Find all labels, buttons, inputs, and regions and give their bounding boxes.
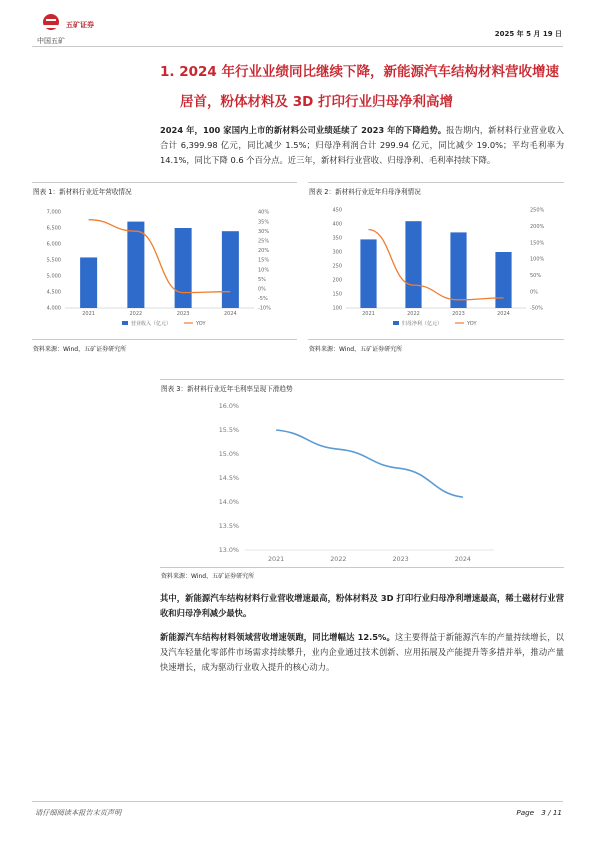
securities-name: 五矿证券 xyxy=(66,21,94,29)
bar xyxy=(495,252,511,308)
right-tick-label: 10% xyxy=(258,267,270,274)
fig2-bottom-rule xyxy=(308,339,564,340)
nev-paragraph xyxy=(160,630,564,675)
intro-paragraph xyxy=(160,123,564,168)
fig3-top-rule xyxy=(160,379,564,380)
legend-line-label: YOY xyxy=(467,321,477,327)
page-number: Page 3 / 11 xyxy=(516,808,562,817)
right-tick-label: 40% xyxy=(258,209,270,216)
left-tick-label: 7,000 xyxy=(46,209,61,216)
fig3-source: 资料来源：Wind，五矿证券研究所 xyxy=(161,573,255,580)
bar xyxy=(450,232,466,308)
x-tick-label: 2021 xyxy=(82,311,95,317)
right-tick-label: 25% xyxy=(258,238,270,245)
right-tick-label: 0% xyxy=(258,286,266,293)
right-tick-label: 5% xyxy=(258,276,266,283)
legend-bar-label: 归母净利（亿元） xyxy=(402,321,443,327)
yoy-line xyxy=(369,230,504,300)
bar xyxy=(127,222,144,308)
x-tick-label: 2023 xyxy=(392,555,409,563)
right-tick-label: 150% xyxy=(530,240,545,247)
bar xyxy=(405,221,421,308)
fig3-title: 图表 3：新材料行业近年毛利率呈现下滑趋势 xyxy=(161,385,293,393)
left-tick-label: 6,500 xyxy=(46,225,61,232)
y-tick-label: 15.0% xyxy=(218,450,239,459)
nev-text: 这主要得益于新能源汽车的产量持续增长，以及汽车轻量化零部件市场需求持续攀升，业内企业通过技术创新、应用拓展及产能提升等多措并举，推动产量快速增长，成为驱动行业收入提升的核心动力。 xyxy=(160,632,564,672)
x-tick-label: 2021 xyxy=(267,555,285,563)
section-title-line2: 居首，粉体材料及 3D 打印行业归母净利高增 xyxy=(180,94,453,110)
right-tick-label: 35% xyxy=(258,219,270,226)
left-tick-label: 300 xyxy=(332,249,342,256)
fig1-title: 图表 1：新材料行业近年营收情况 xyxy=(33,188,132,196)
x-tick-label: 2021 xyxy=(362,311,375,317)
intro-bold: 2024 年，100 家国内上市的新材料公司业绩延续了 2023 年的下降趋势。 xyxy=(160,125,447,135)
right-tick-label: -5% xyxy=(258,296,268,303)
x-tick-label: 2023 xyxy=(452,311,465,317)
left-tick-label: 6,000 xyxy=(46,241,61,248)
fig2-top-rule xyxy=(308,182,564,183)
x-tick-label: 2023 xyxy=(176,311,190,317)
left-tick-label: 450 xyxy=(332,207,342,214)
fig1-bottom-rule xyxy=(32,339,297,340)
right-tick-label: 50% xyxy=(530,273,542,280)
left-tick-label: 200 xyxy=(332,277,342,284)
report-date: 2025 年 5 月 19 日 xyxy=(494,30,562,38)
summary-paragraph: 其中，新能源汽车结构材料行业营收增速最高，粉体材料及 3D 打印行业归母净利增速最高，稀土磁材行业营收和归母净利减少最快。 xyxy=(160,593,564,618)
right-tick-label: 250% xyxy=(530,207,545,214)
left-tick-label: 4,000 xyxy=(46,305,61,312)
fig2-chart xyxy=(308,198,564,336)
legend-bar-label: 营业收入（亿元） xyxy=(131,321,172,327)
intro-text: 报告期内，新材料行业营业收入合计 6,399.98 亿元，同比减少 1.5%；归母净利润合计 299.94 亿元，同比减少 19.0%；平均毛利率为 14.1%，同比下降 0.6 个百分点。近三年，新材料行业营收、归母净利、毛利率持续下降。 xyxy=(160,125,564,165)
y-tick-label: 13.0% xyxy=(218,546,239,555)
x-tick-label: 2024 xyxy=(224,311,237,317)
legend-bar-swatch xyxy=(393,321,399,325)
left-tick-label: 150 xyxy=(332,291,342,298)
x-tick-label: 2024 xyxy=(497,311,510,317)
legend-line-label: YOY xyxy=(196,321,206,327)
bar xyxy=(175,228,192,308)
left-tick-label: 250 xyxy=(332,263,342,270)
legend-bar-swatch xyxy=(122,321,128,325)
x-tick-label: 2022 xyxy=(330,555,347,563)
right-tick-label: 100% xyxy=(530,256,545,263)
footer-divider xyxy=(32,801,563,802)
fig3-chart xyxy=(160,395,564,565)
left-tick-label: 5,500 xyxy=(46,257,61,264)
x-tick-label: 2022 xyxy=(129,311,143,317)
bar xyxy=(80,257,97,308)
fig1-source: 资料来源：Wind，五矿证券研究所 xyxy=(33,346,127,353)
header-divider xyxy=(32,46,563,47)
right-tick-label: 15% xyxy=(258,257,270,264)
y-tick-label: 14.0% xyxy=(218,498,239,507)
x-tick-label: 2022 xyxy=(407,311,420,317)
fig2-title: 图表 2：新材料行业近年归母净利情况 xyxy=(309,188,421,196)
y-tick-label: 14.5% xyxy=(218,474,239,483)
right-tick-label: 20% xyxy=(258,248,270,255)
fig3-bottom-rule xyxy=(160,567,564,568)
bar xyxy=(222,231,239,308)
right-tick-label: 0% xyxy=(530,289,538,296)
left-tick-label: 4,500 xyxy=(46,289,61,296)
left-tick-label: 400 xyxy=(332,221,342,228)
bar xyxy=(360,239,376,308)
nev-bold: 新能源汽车结构材料领域营收增速领跑，同比增幅达 12.5%。 xyxy=(160,632,395,642)
left-tick-label: 100 xyxy=(332,305,342,312)
company-name: 中国五矿 xyxy=(37,37,65,45)
right-tick-label: -50% xyxy=(530,305,543,312)
company-logo-icon xyxy=(40,13,62,35)
yoy-line xyxy=(89,220,231,293)
fig1-top-rule xyxy=(32,182,297,183)
left-tick-label: 5,000 xyxy=(46,273,61,280)
fig1-chart xyxy=(32,198,297,336)
left-tick-label: 350 xyxy=(332,235,342,242)
y-tick-label: 13.5% xyxy=(218,522,239,531)
gross-margin-line xyxy=(276,430,463,497)
y-tick-label: 16.0% xyxy=(218,402,239,411)
fig2-source: 资料来源：Wind，五矿证券研究所 xyxy=(309,346,403,353)
right-tick-label: -10% xyxy=(258,305,271,312)
right-tick-label: 200% xyxy=(530,224,545,231)
x-tick-label: 2024 xyxy=(454,555,472,563)
section-title-line1: 1. 2024 年行业业绩同比继续下降，新能源汽车结构材料营收增速 xyxy=(160,64,559,80)
footer-disclaimer: 请仔细阅读本报告末页声明 xyxy=(35,808,122,817)
right-tick-label: 30% xyxy=(258,228,270,235)
y-tick-label: 15.5% xyxy=(218,426,239,435)
